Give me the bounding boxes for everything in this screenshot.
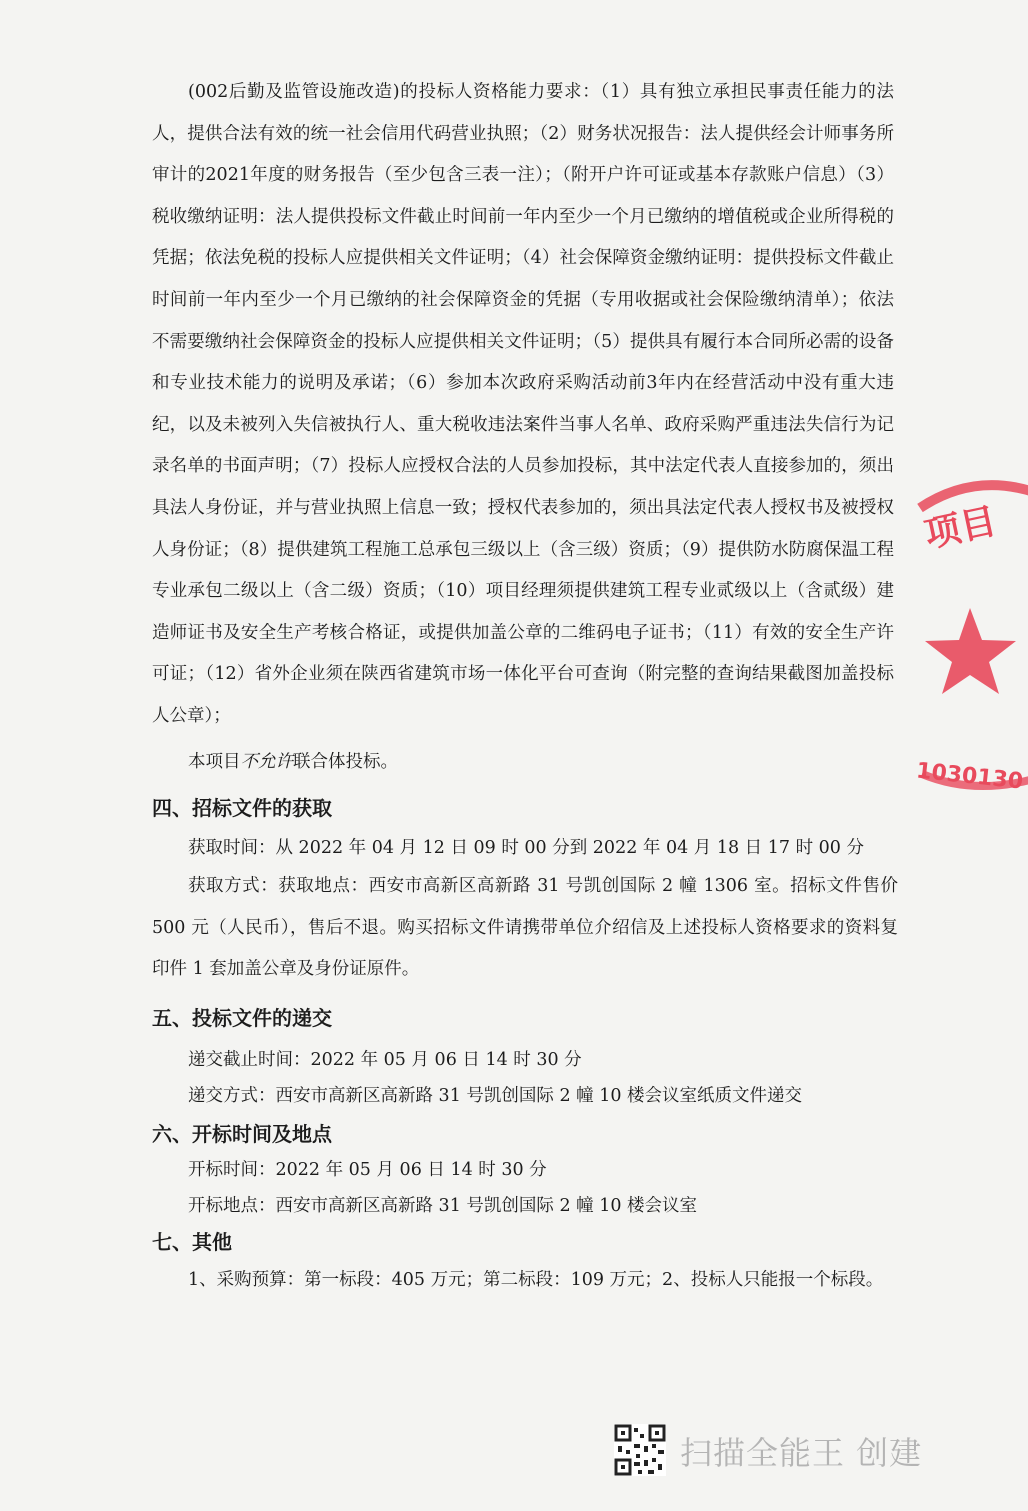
seal-bottom-text: 1030130	[914, 758, 1025, 795]
consortium-emphasis: 不允许	[240, 752, 293, 772]
qr-code-icon	[614, 1424, 666, 1476]
section5-deadline: 递交截止时间：2022 年 05 月 06 日 14 时 30 分	[188, 1050, 582, 1070]
section4-time: 获取时间：从 2022 年 04 月 12 日 09 时 00 分到 2022 年 04 月 18 日 17 时 00 分	[188, 838, 864, 858]
qualification-paragraph: (002后勤及监管设施改造)的投标人资格能力要求：（1）具有独立承担民事责任能力的法人，提供合法有效的统一社会信用代码营业执照；（2）财务状况报告：法人提供经会计师事务所审计的2021年度的财务报告（至少包含三表一注）；（附开户许可证或基本存款账户信息）（3）税收缴纳证明：法人提供投标文件截止时间前一年内至少一个月已缴纳的增值税或企业所得税的凭据；依法免税的投标人应提供相关文件证明；（4）社会保障资金缴纳证明：提供投标文件截止时间前一年内至少一个月已缴纳的社会保障资金的凭据（专用收据或社会保险缴纳清单）；依法不需要缴纳社会保障资金的投标人应提供相关文件证明；（5）提供具有履行本合同所必需的设备和专业技术能力的说明及承诺；（6）参加本次政府采购活动前3年内在经营活动中没有重大违纪，以及未被列入失信被执行人、重大税收违法案件当事人名单、政府采购严重违法失信行为记录名单的书面声明；（7）投标人应授权合法的人员参加投标，其中法定代表人直接参加的，须出具法人身份证，并与营业执照上信息一致；授权代表参加的，须出具法定代表人授权书及被授权人身份证；（8）提供建筑工程施工总承包三级以上（含三级）资质；（9）提供防水防腐保温工程专业承包二级以上（含二级）资质；（10）项目经理须提供建筑工程专业贰级以上（含贰级）建造师证书及安全生产考核合格证，或提供加盖公章的二维码电子证书；（11）有效的安全生产许可证；（12）省外企业须在陕西省建筑市场一体化平台可查询（附完整的查询结果截图加盖投标人公章）；	[152, 82, 894, 726]
consortium-prefix: 本项目	[188, 752, 241, 772]
section5-heading: 五、投标文件的递交	[152, 1006, 332, 1030]
scanner-watermark	[614, 1420, 934, 1480]
section6-heading: 六、开标时间及地点	[152, 1122, 332, 1146]
section6-time: 开标时间：2022 年 05 月 06 日 14 时 30 分	[188, 1160, 547, 1180]
section5-method: 递交方式：西安市高新区高新路 31 号凯创国际 2 幢 10 楼会议室纸质文件递交	[188, 1086, 803, 1106]
section6-place: 开标地点：西安市高新区高新路 31 号凯创国际 2 幢 10 楼会议室	[188, 1196, 698, 1216]
scanner-text: 扫描全能王 创建	[680, 1434, 923, 1472]
section4-method: 获取方式：获取地点：西安市高新区高新路 31 号凯创国际 2 幢 1306 室。招标文件售价 500 元（人民币），售后不退。购买招标文件请携带单位介绍信及上述投标人资格要求的资料复印件 1 套加盖公章及身份证原件。	[152, 876, 898, 980]
seal-top-text: 项目	[921, 500, 1001, 556]
seal-ring-icon	[910, 478, 1028, 818]
consortium-line	[188, 748, 398, 773]
official-seal	[910, 478, 1028, 818]
section7-budget: 1、采购预算：第一标段：405 万元；第二标段：109 万元；2、投标人只能报一个标段。	[188, 1270, 884, 1290]
section7-heading: 七、其他	[152, 1230, 232, 1254]
section4-heading: 四、招标文件的获取	[152, 796, 332, 820]
consortium-suffix: 联合体投标。	[293, 752, 398, 772]
